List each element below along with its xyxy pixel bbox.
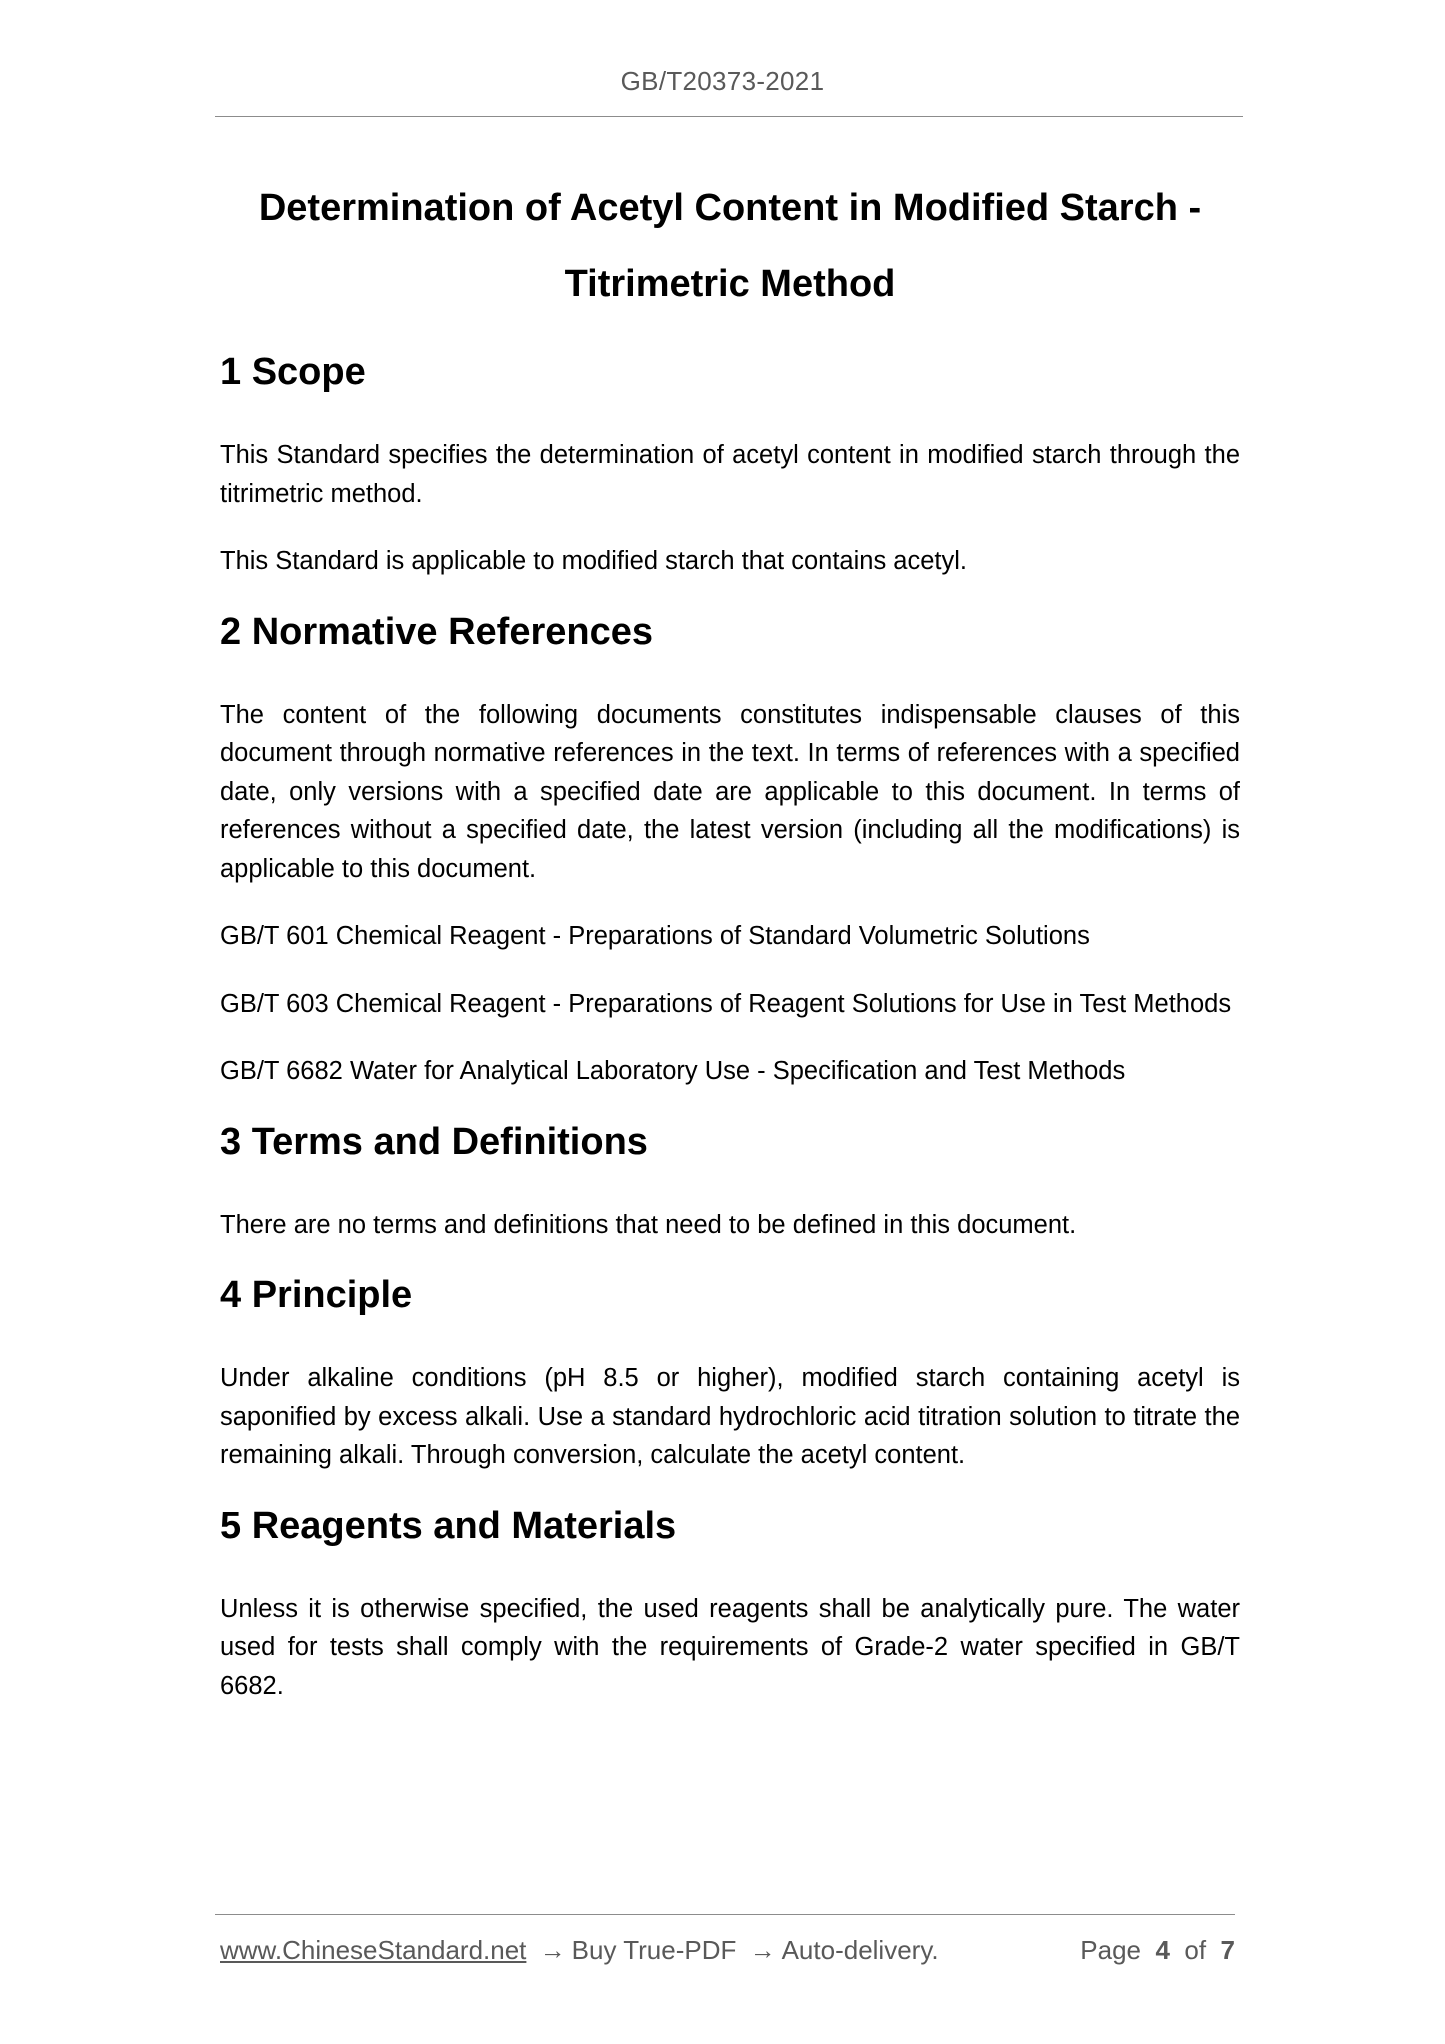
standard-code-header: GB/T20373-2021: [620, 66, 825, 96]
document-body: [220, 350, 1240, 1734]
header-divider: [215, 116, 1243, 117]
scope-paragraph-1: This Standard specifies the determination of acetyl content in modified starch through the titrimetric method.: [220, 441, 1240, 508]
page-footer: [220, 1935, 1235, 1966]
terms-paragraph: There are no terms and definitions that need to be defined in this document.: [220, 1210, 1077, 1239]
auto-delivery-text: Auto-delivery.: [781, 1935, 939, 1965]
title-line-1: Determination of Acetyl Content in Modified Starch -: [258, 187, 1202, 229]
reference-item: GB/T 601 Chemical Reagent - Preparations of Standard Volumetric Solutions: [220, 922, 1090, 950]
footer-divider: [215, 1914, 1235, 1915]
buy-true-pdf-text: Buy True-PDF: [571, 1935, 737, 1965]
section-heading-reagents: 5 Reagents and Materials: [220, 1504, 677, 1547]
reagents-paragraph: Unless it is otherwise specified, the used reagents shall be analytically pure. The water used for tests shall comply with the requirements of Grade-2 water specified in GB/T 6682.: [220, 1594, 1240, 1700]
principle-paragraph: Under alkaline conditions (pH 8.5 or higher), modified starch containing acetyl is saponified by excess alkali. Use a standard hydrochloric acid titration solution to titrate the remaining alkali. Through conversion, calculate the acetyl content.: [220, 1364, 1240, 1469]
normative-paragraph: The content of the following documents constitutes indispensable clauses of this document through normative references in the text. In terms of references with a specified date, only versions with a specified date are applicable to this document. In terms of references without a specified date, the latest version (including all the modifications) is applicable to this document.: [220, 700, 1240, 883]
reference-item: GB/T 6682 Water for Analytical Laboratory Use - Specification and Test Methods: [220, 1057, 1126, 1085]
page-total: 7: [1220, 1935, 1235, 1965]
page-number: [1080, 1935, 1235, 1966]
section-heading-normative-references: 2 Normative References: [220, 610, 653, 653]
scope-paragraph-2: This Standard is applicable to modified starch that contains acetyl.: [220, 547, 967, 575]
reference-item: GB/T 603 Chemical Reagent - Preparations of Reagent Solutions for Use in Test Methods: [220, 989, 1232, 1018]
arrow-right-icon: →: [539, 1935, 566, 1965]
arrow-right-icon: →: [749, 1935, 776, 1965]
page-current: 4: [1155, 1935, 1170, 1965]
section-heading-principle: 4 Principle: [220, 1274, 413, 1316]
title-line-2: Titrimetric Method: [564, 263, 896, 305]
site-link[interactable]: www.ChineseStandard.net: [220, 1935, 527, 1965]
page-label: Page: [1080, 1935, 1142, 1965]
document-title: [215, 170, 1245, 322]
page-of-label: of: [1184, 1935, 1207, 1965]
section-heading-terms: 3 Terms and Definitions: [220, 1120, 648, 1163]
section-heading-scope: 1 Scope: [220, 351, 366, 393]
